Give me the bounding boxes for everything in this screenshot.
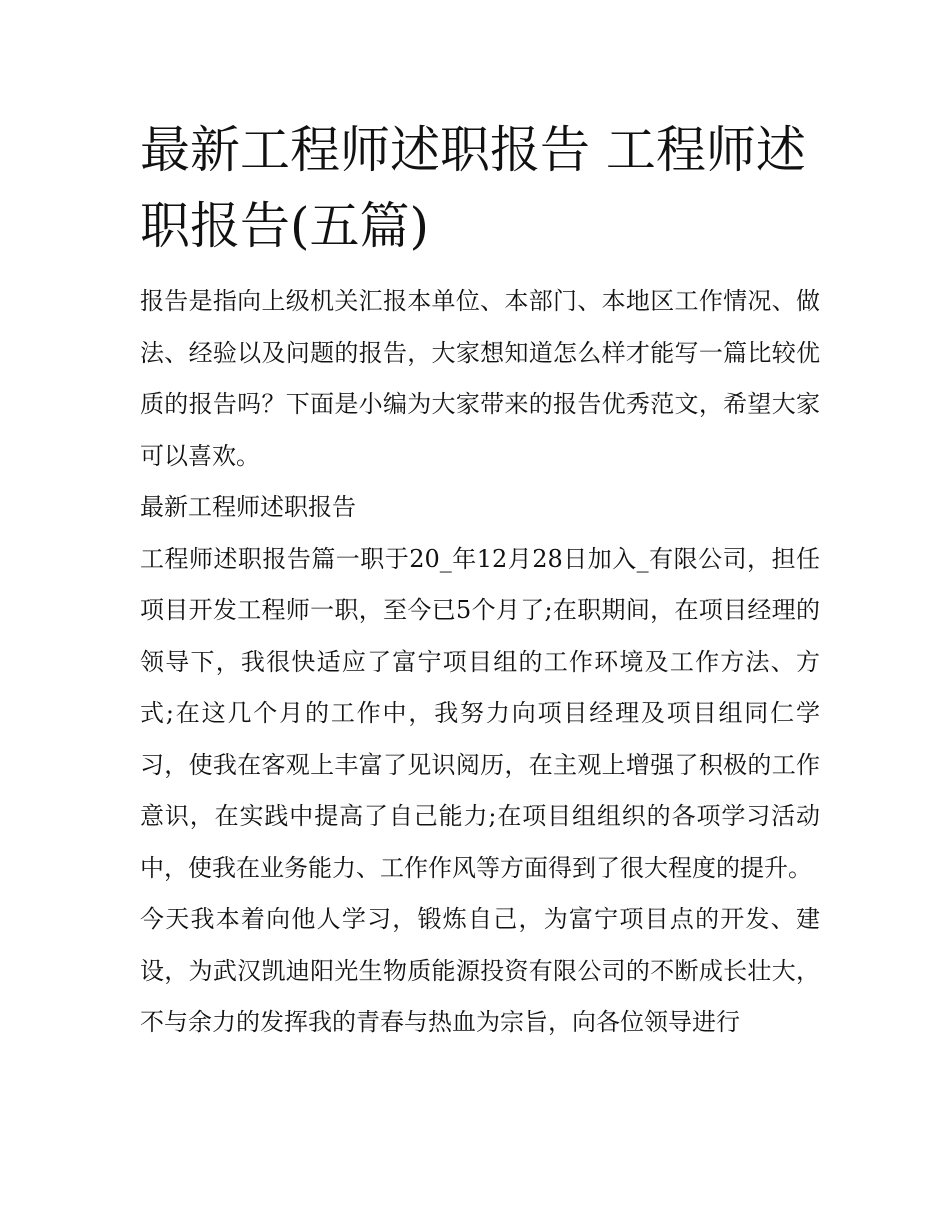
body-paragraph-2: 今天我本着向他人学习，锻炼自己，为富宁项目点的开发、建设，为武汉凯迪阳光生物质能源投资有限公司的不断成长壮大，不与余力的发挥我的青春与热血为宗旨，向各位领导进行 <box>140 905 820 1036</box>
document-title: 最新工程师述职报告 工程师述职报告(五篇) <box>140 121 806 255</box>
section-subheading: 最新工程师述职报告 <box>140 493 356 521</box>
body-paragraph-1: 工程师述职报告篇一职于20_年12月28日加入_有限公司，担任项目开发工程师一职，至今已5个月了;在职期间，在项目经理的领导下，我很快适应了富宁项目组的工作环境及工作方法、方式;在这几个月的工作中，我努力向项目经理及项目组同仁学习，使我在客观上丰富了见识阅历，在主观上增强了积极的工作意识，在实践中提高了自己能力;在项目组组织的各项学习活动中，使我在业务能力、工作作风等方面得到了很大程度的提升。 <box>140 544 820 882</box>
intro-paragraph: 报告是指向上级机关汇报本单位、本部门、本地区工作情况、做法、经验以及问题的报告，大家想知道怎么样才能写一篇比较优质的报告吗？下面是小编为大家带来的报告优秀范文，希望大家可以喜欢。 <box>140 287 820 470</box>
document-body <box>140 276 820 1049</box>
